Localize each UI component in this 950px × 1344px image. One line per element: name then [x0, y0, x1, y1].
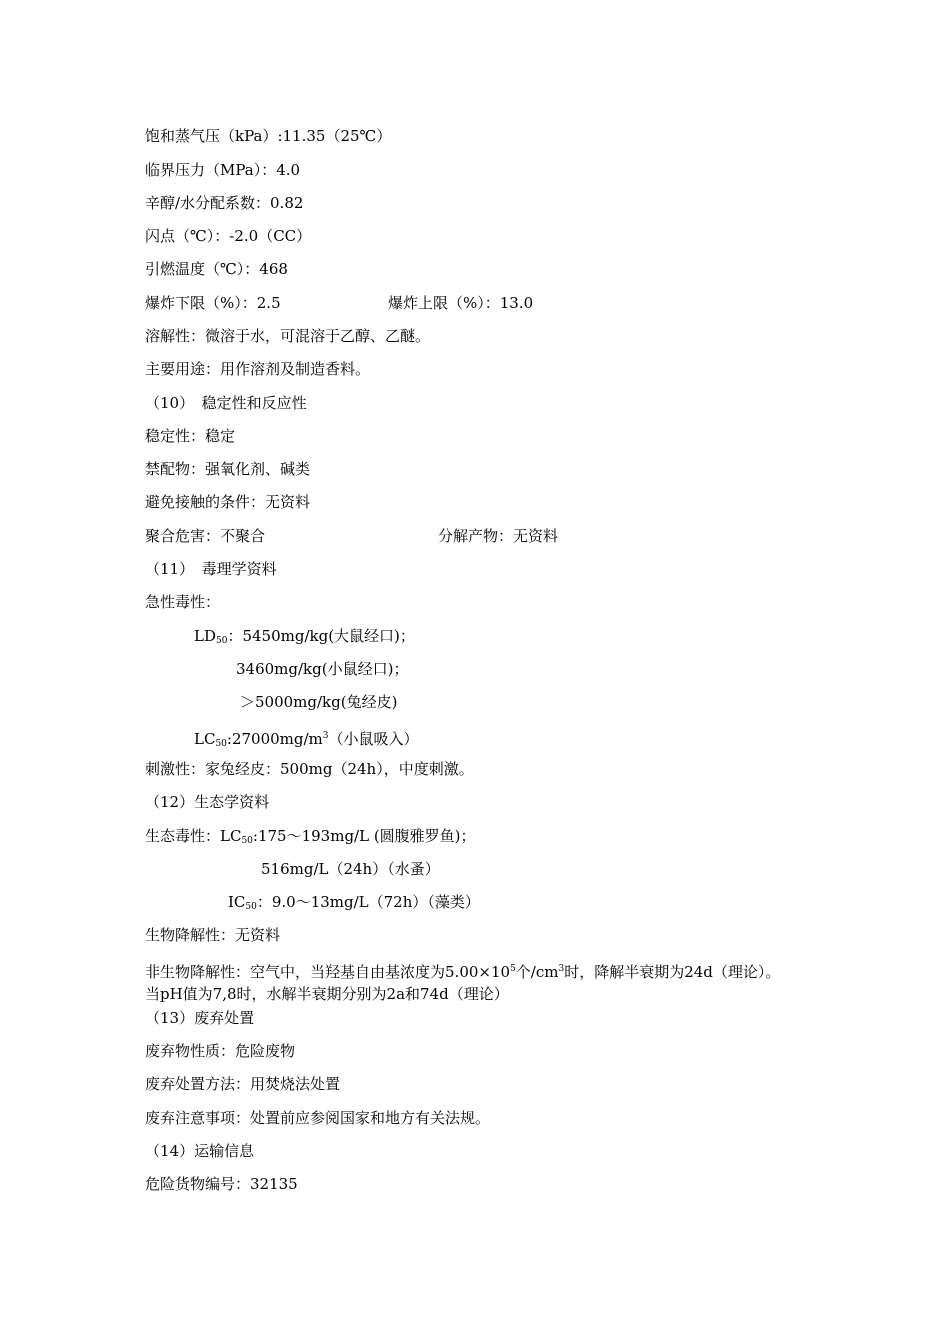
ecotoxicity-fish: :175～193mg/L (圆腹雅罗鱼)； [252, 827, 476, 845]
ld-label: LD [194, 627, 216, 645]
lower-explosion-limit: 爆炸下限（%）：2.5 [145, 294, 281, 312]
disposal-method: 废弃处置方法：用焚烧法处置 [145, 1075, 341, 1093]
disposal-notes: 废弃注意事项：处置前应参阅国家和地方有关法规。 [145, 1109, 491, 1127]
acute-toxicity: 急性毒性： [145, 593, 221, 611]
ecotoxicity-line [145, 826, 476, 851]
incompatible-materials: 禁配物：强氧化剂、碱类 [145, 460, 311, 478]
abiotic-degradation-unit: 个/cm [515, 963, 559, 981]
ignition-temperature: 引燃温度（℃）：468 [145, 260, 288, 278]
critical-pressure: 临界压力（MPa）：4.0 [145, 161, 301, 179]
section-heading-disposal: （13）废弃处置 [145, 1009, 255, 1027]
polymerization-hazard: 聚合危害：不聚合 [145, 527, 266, 545]
lc50-value: :27000mg/m [226, 730, 323, 748]
ld50-rat-oral: ：5450mg/kg(大鼠经口)； [227, 627, 415, 645]
ld50-rabbit-dermal: ＞5000mg/kg(兔经皮) [240, 693, 398, 711]
decomposition-products: 分解产物：无资料 [438, 527, 559, 545]
section-heading-stability: （10） 稳定性和反应性 [145, 394, 307, 412]
main-use: 主要用途：用作溶剂及制造香料。 [145, 360, 371, 378]
subscript-50: 50 [245, 902, 257, 912]
conditions-to-avoid: 避免接触的条件：无资料 [145, 493, 311, 511]
stability: 稳定性：稳定 [145, 427, 236, 445]
octanol-water-coefficient: 辛醇/水分配系数：0.82 [145, 194, 304, 212]
subscript-50: 50 [241, 836, 253, 846]
ecotoxicity-daphnia: 516mg/L（24h）（水蚤） [261, 860, 440, 878]
waste-nature: 废弃物性质：危险废物 [145, 1042, 296, 1060]
section-heading-toxicology: （11） 毒理学资料 [145, 560, 277, 578]
flash-point: 闪点（℃）：-2.0（CC） [145, 227, 312, 245]
section-heading-ecology: （12）生态学资料 [145, 793, 270, 811]
ic-label: IC [228, 893, 246, 911]
ld50-mouse-oral: 3460mg/kg(小鼠经口)； [236, 660, 409, 678]
ic50-line [228, 892, 480, 917]
superscript-5: 5 [510, 964, 516, 974]
section-heading-transport: （14）运输信息 [145, 1142, 255, 1160]
superscript-3: 3 [322, 731, 329, 741]
abiotic-degradation-text: 非生物降解性：空气中，当羟基自由基浓度为5.00×10 [145, 963, 511, 981]
subscript-50: 50 [216, 636, 228, 646]
vapor-pressure: 饱和蒸气压（kPa）:11.35（25℃） [145, 127, 392, 145]
un-number: 危险货物编号：32135 [145, 1175, 298, 1193]
biodegradability: 生物降解性：无资料 [145, 926, 281, 944]
abiotic-degradation [145, 959, 780, 982]
ld50-line [194, 626, 415, 651]
upper-explosion-limit: 爆炸上限（%）：13.0 [388, 294, 534, 312]
ic50-algae: ：9.0～13mg/L（72h）（藻类） [256, 893, 480, 911]
abiotic-degradation-halflife: 时，降解半衰期为24d（理论）。 [564, 963, 781, 981]
lc-label: LC [194, 730, 216, 748]
superscript-3: 3 [558, 964, 565, 974]
ecotoxicity-label: 生态毒性：LC [145, 827, 242, 845]
solubility: 溶解性：微溶于水，可混溶于乙醇、乙醚。 [145, 327, 431, 345]
subscript-50: 50 [215, 739, 227, 749]
lc50-line [194, 726, 419, 754]
irritation: 刺激性：家兔经皮：500mg（24h），中度刺激。 [145, 760, 474, 778]
hydrolysis: 当pH值为7,8时，水解半衰期分别为2a和74d（理论） [145, 985, 509, 1003]
lc50-species: （小鼠吸入） [328, 730, 419, 748]
